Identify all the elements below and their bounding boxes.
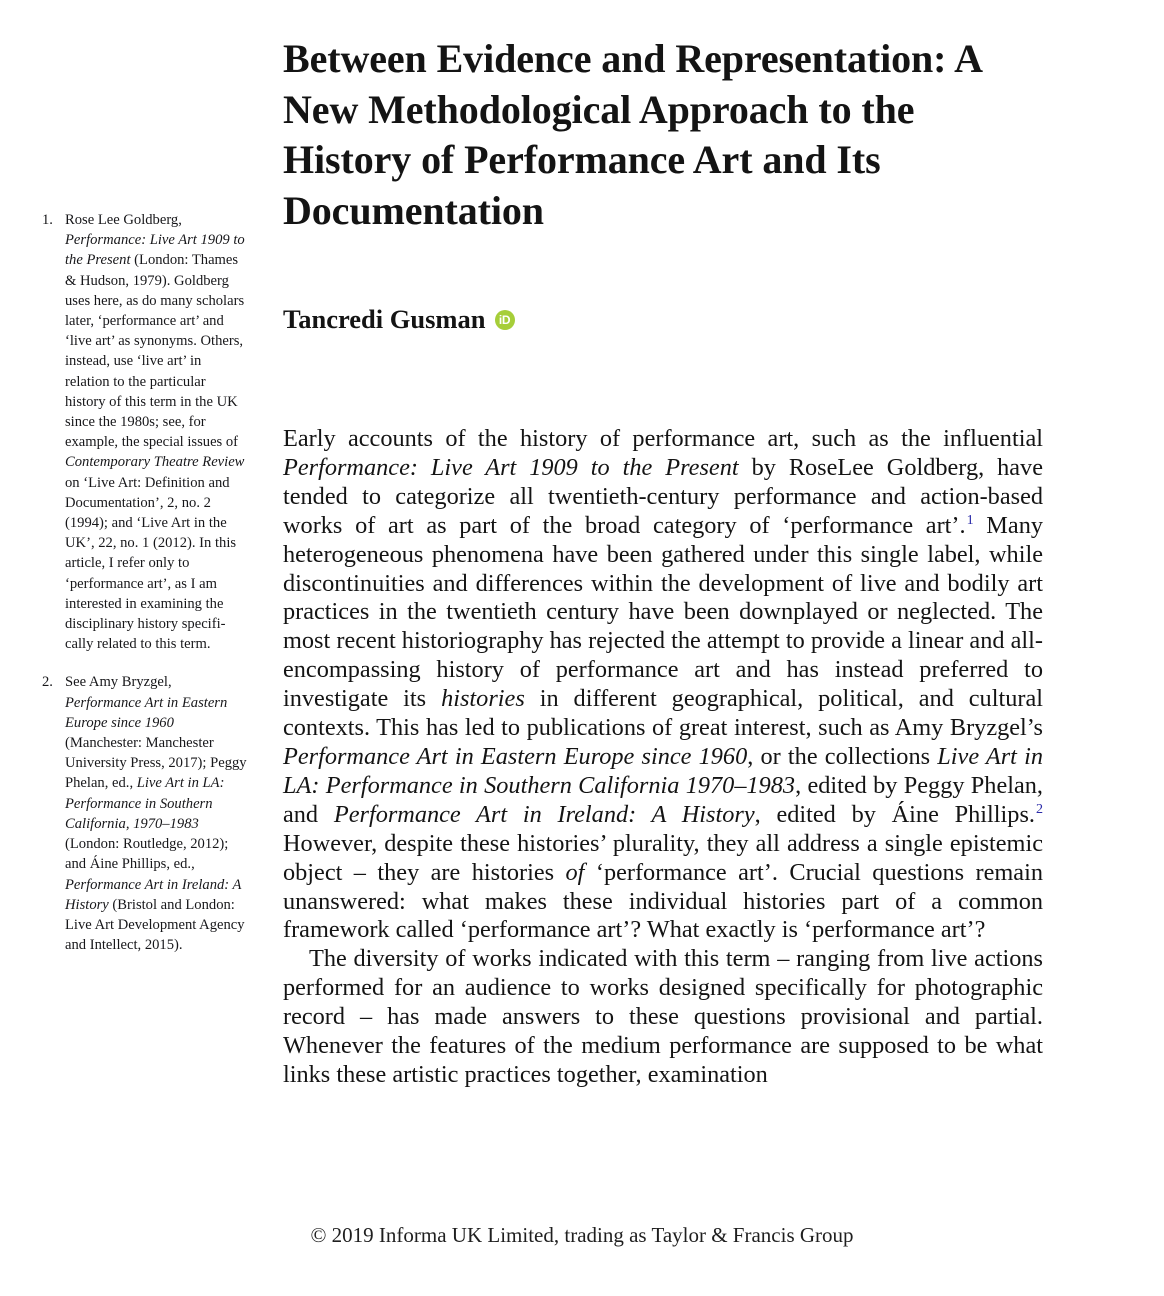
text-run: , or the collections — [747, 742, 938, 770]
italic-text: Live Art in LA: Performance in Southern California, 1970–1983 — [65, 775, 225, 832]
text-run: (London: Thames & Hudson, 1979). Goldberg uses here, as do many scholars later, ‘performance art’ and ‘live art’ as synonyms. Others, instead, use ‘live art’ in relation to the particular history of this term in the UK since the 1980s; see, for example, the special issues of — [65, 252, 245, 451]
article-body — [283, 335, 1043, 1090]
text-run: on ‘Live Art: Definition and Documentation’, 2, no. 2 (1994); and ‘Live Art in the UK’, 22, no. 1 (2012). In this article, I refer only to ‘performance art’, as I am interested in examining the disciplinary history specifically related to this term. — [65, 474, 237, 653]
italic-text: Live Art in LA: Performance in Southern California 1970–1983 — [283, 742, 1043, 799]
footnote-number: 1. — [42, 212, 53, 228]
footnote-text — [65, 672, 248, 955]
text-run: (Bristol and London: Live Art Development Agency and Intellect, 2015). — [65, 896, 245, 954]
italic-text: Performance: Live Art 1909 to the Present — [65, 232, 245, 269]
text-run: ‘performance art’. Crucial questions remain unanswered: what makes these individual histories part of a common framework called ‘performance art’? What exactly is ‘performance art’? — [283, 858, 1043, 944]
body-paragraph — [283, 425, 1043, 945]
main-content-column — [283, 0, 1043, 1090]
italic-text: Performance Art in Ireland: A History — [333, 800, 755, 828]
text-run: Rose Lee Goldberg, — [65, 212, 182, 228]
text-run: (Manchester: Manchester University Press, 2017); Peggy Phelan, ed., — [65, 735, 247, 792]
italic-text: Contemporary Theatre Review — [65, 454, 245, 471]
text-run: by RoseLee Goldberg, have tended to categorize all twentieth-century performance and action-based works of art as part of the broad category of ‘performance art’. — [283, 453, 1043, 539]
page-title: Between Evidence and Representation: A New Methodological Approach to the History of Performance Art and Its Documentation — [283, 36, 981, 233]
italic-text: Performance Art in Eastern Europe since 1960 — [283, 742, 748, 770]
footnote-text — [65, 210, 248, 654]
orcid-icon-label: iD — [498, 313, 511, 327]
footnote-reference[interactable]: 2 — [1035, 800, 1044, 817]
text-run: Many heterogeneous phenomena have been gathered under this single label, while discontinuities and differences within the development of live and bodily art practices in the twentieth century have been downplayed or neglected. The most recent historiography has rejected the attempt to provide a linear and all-encompassing history of performance art and has instead preferred to investigate its — [283, 511, 1043, 713]
text-run: in different geographical, political, and cultural contexts. This has led to publications of great interest, such as Amy Bryzgel’s — [283, 685, 1043, 742]
italic-text: histories — [441, 685, 525, 713]
text-run: , edited by Peggy Phelan, and — [283, 771, 1044, 828]
text-run: The diversity of works indicated with this term – ranging from live actions performed for an audience to works designed specifically for photographic record – has made answers to these questions provisional and partial. Whenever the features of the medium performance are supposed to be what links these artistic practices together, examination — [283, 945, 1043, 1088]
text-run: (London: Routledge, 2012); and Áine Phillips, ed., — [65, 836, 229, 873]
author-name: Tancredi Gusman — [283, 304, 486, 334]
italic-text: Performance Art in Eastern Europe since 1960 — [65, 694, 228, 731]
italic-text: Performance: Live Art 1909 to the Present — [283, 453, 739, 481]
footnote-item — [40, 210, 248, 654]
footnote-item — [40, 672, 248, 955]
italic-text: of — [565, 858, 585, 886]
text-run: However, despite these histories’ plurality, they all address a single epistemic object – they are histories — [283, 829, 1043, 886]
orcid-id-icon[interactable] — [495, 310, 515, 330]
footnote-column — [40, 210, 248, 973]
text-run: Early accounts of the history of performance art, such as the influential — [283, 425, 1043, 452]
body-paragraph — [283, 945, 1043, 1090]
author-byline — [283, 236, 1043, 335]
footnote-number: 2. — [42, 674, 53, 691]
italic-text: Performance Art in Ireland: A History — [65, 876, 242, 913]
copyright-notice: © 2019 Informa UK Limited, trading as Taylor & Francis Group — [310, 1223, 854, 1247]
footnote-reference[interactable]: 1 — [966, 511, 974, 528]
text-run: See Amy Bryzgel, — [65, 674, 172, 691]
text-run: , edited by Áine Phillips. — [754, 800, 1035, 828]
